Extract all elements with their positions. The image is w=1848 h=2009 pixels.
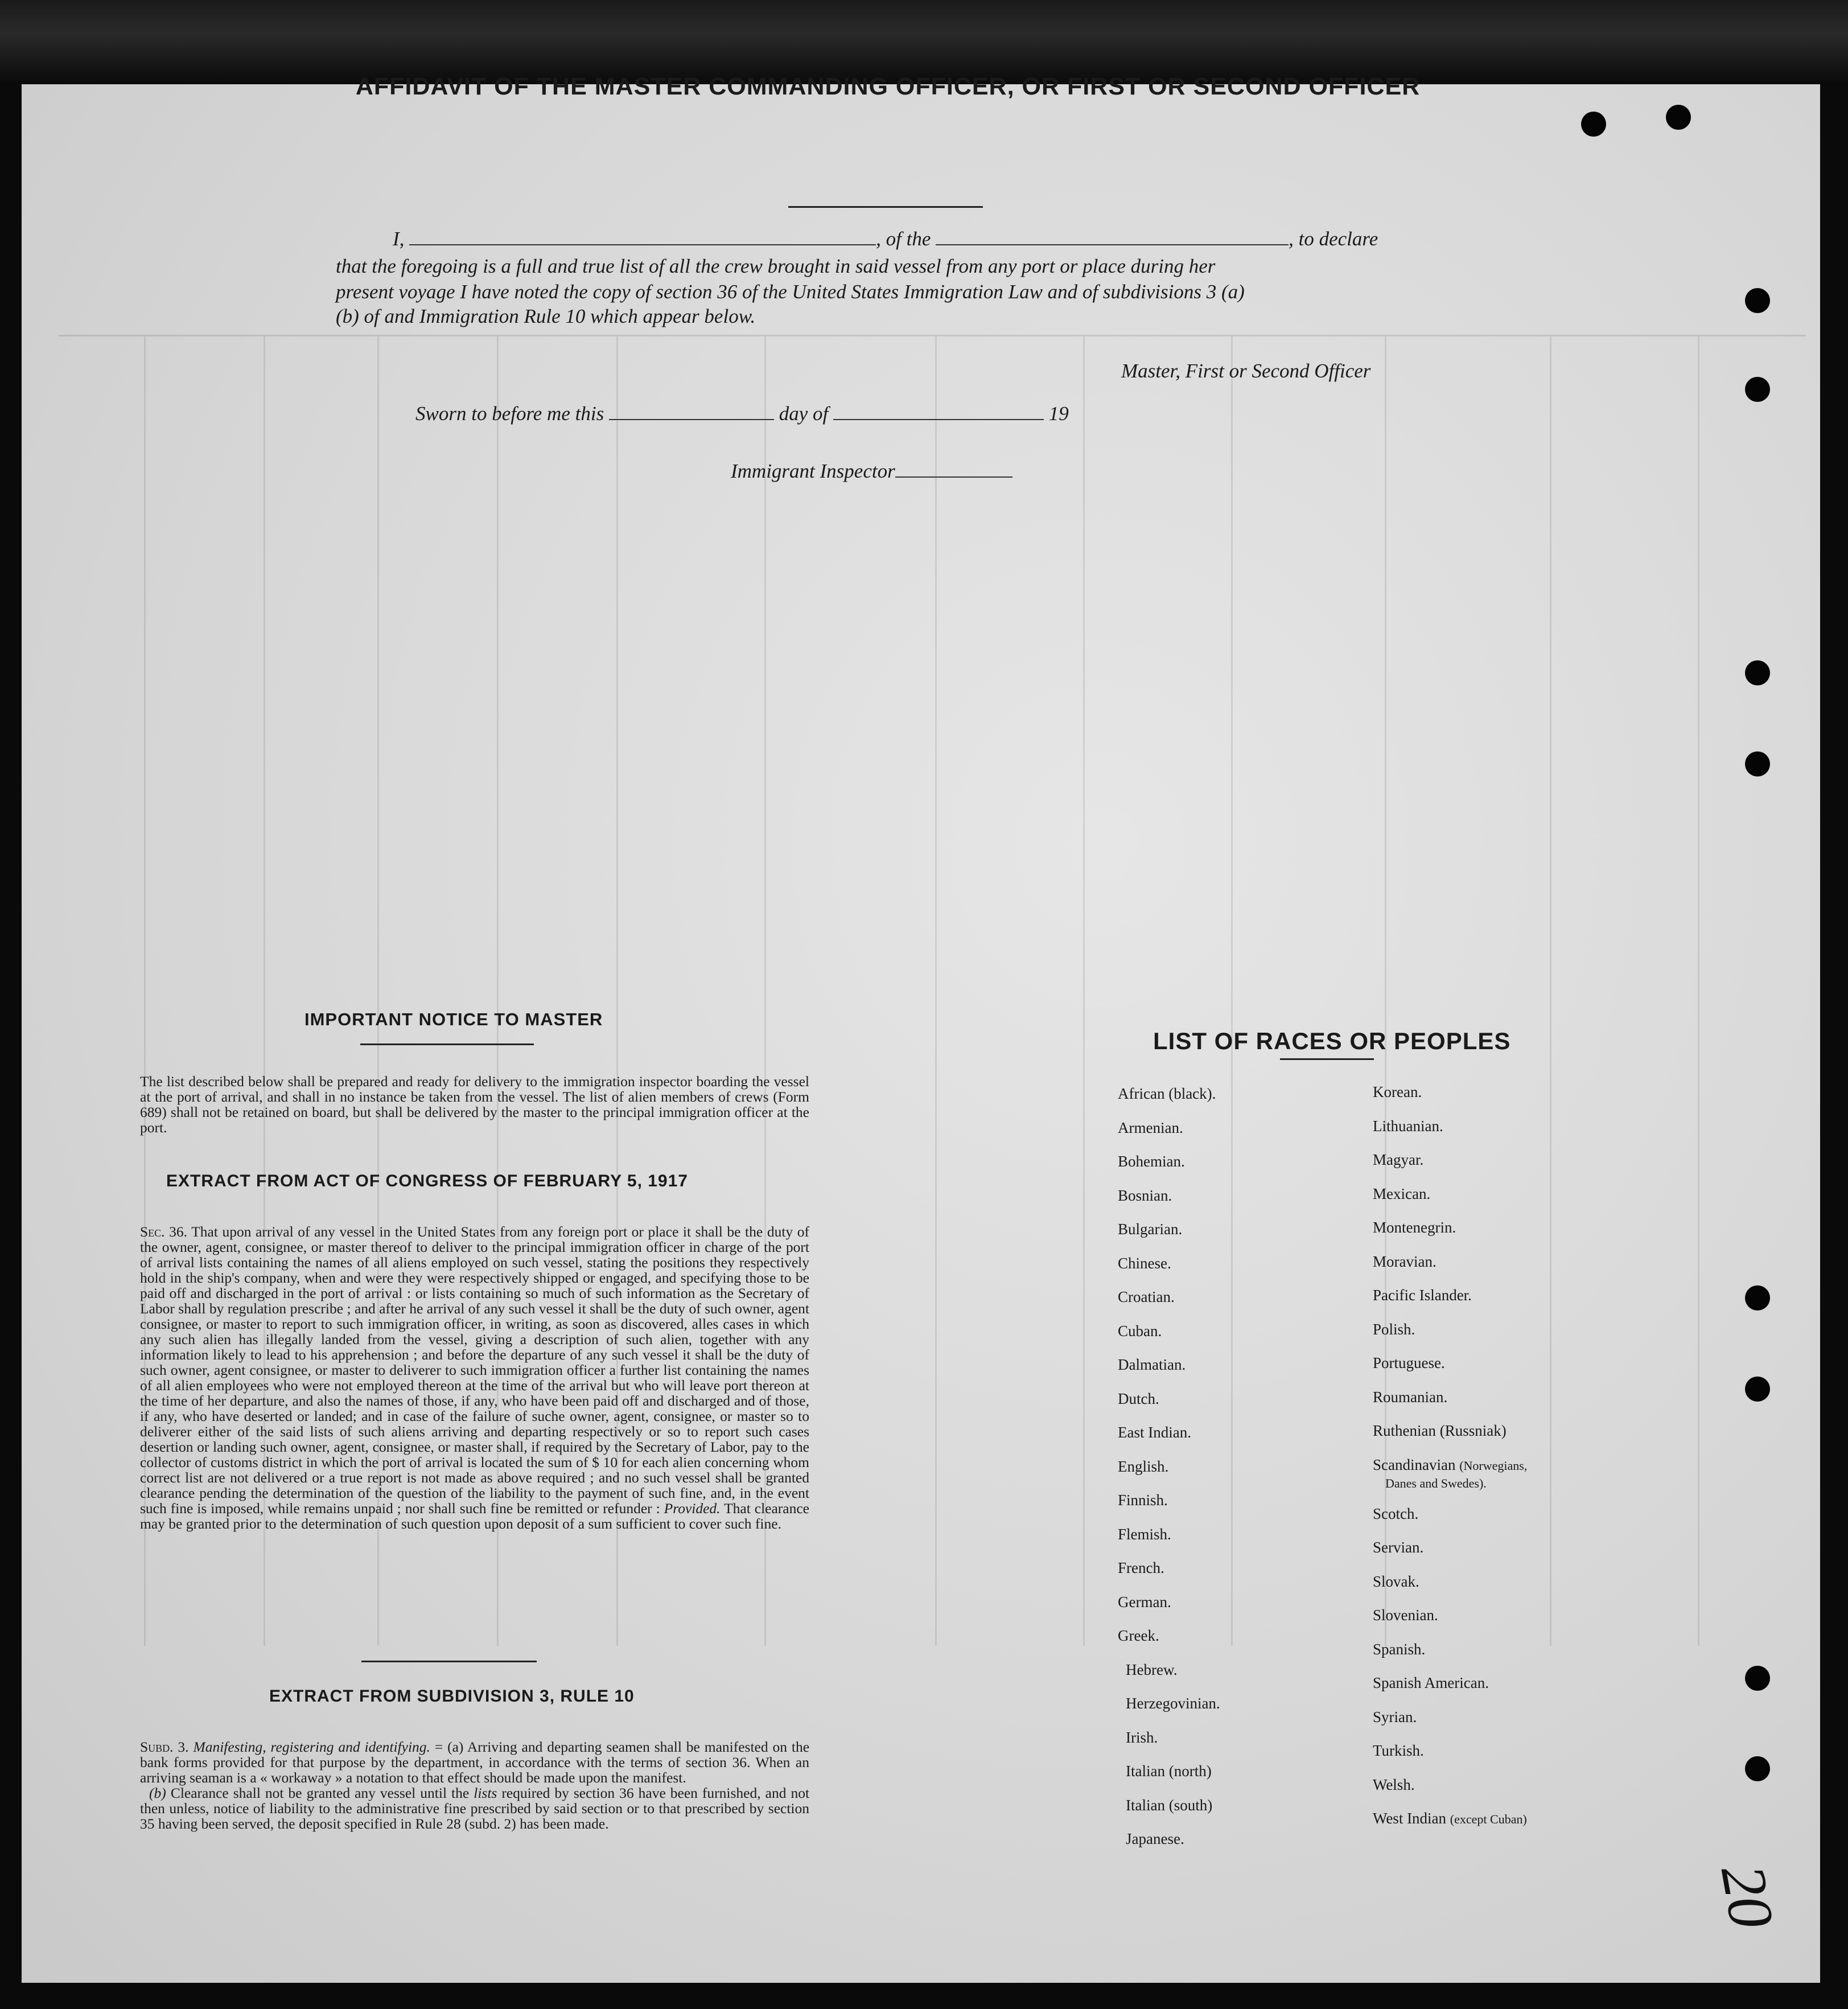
race-item: Bosnian. [1118, 1186, 1172, 1204]
race-item: Flemish. [1118, 1525, 1171, 1543]
subd-b-label: (b) [149, 1785, 166, 1801]
race-item: Magyar. [1373, 1151, 1424, 1168]
of-the-label: , of the [876, 228, 931, 250]
notice-title: IMPORTANT NOTICE TO MASTER [304, 1009, 603, 1029]
day-of-label: day of [779, 402, 829, 425]
race-item: Italian (north) [1126, 1763, 1212, 1780]
scandinavian-main: Scandinavian [1373, 1456, 1456, 1473]
race-item: Bulgarian. [1118, 1221, 1183, 1238]
act-extract-text [140, 1224, 809, 1531]
section-36-tail: That clearance may be granted prior to the determination of such question upon deposit of a sum sufficient to cover such fine. [140, 1500, 810, 1532]
name-blank[interactable] [409, 244, 876, 245]
west-indian-main: West Indian [1373, 1810, 1447, 1827]
race-item: French. [1118, 1559, 1164, 1576]
race-item: Portuguese. [1373, 1354, 1445, 1371]
punch-hole [1745, 1756, 1770, 1781]
vessel-blank[interactable] [936, 244, 1289, 245]
sworn-line [415, 402, 1069, 425]
race-item: Chinese. [1118, 1254, 1171, 1272]
rule-extract-title: EXTRACT FROM SUBDIVISION 3, RULE 10 [269, 1687, 635, 1706]
race-item: Welsh. [1373, 1776, 1415, 1793]
scandinavian-line2: Danes and Swedes). [1385, 1476, 1487, 1490]
race-item: Moravian. [1373, 1252, 1437, 1270]
west-indian-sub: (except Cuban) [1450, 1812, 1527, 1826]
race-item: Hebrew. [1126, 1661, 1178, 1678]
provided-word: Provided. [664, 1500, 721, 1517]
race-item: Pacific Islander. [1373, 1287, 1472, 1304]
race-item-scandinavian [1373, 1456, 1527, 1505]
title-underline [788, 206, 983, 208]
month-blank[interactable] [833, 419, 1044, 420]
subd-b-post: required by section 36 have been furnished, and not then unless, notice of liability to the administrative fine prescribed by said section or to that prescribed by section 35 having been served, the deposit specified in Rule 28 (subd. 2) has been made. [140, 1785, 810, 1832]
punch-hole [1581, 112, 1606, 137]
race-item: Spanish. [1373, 1640, 1426, 1658]
race-item: Bohemian. [1118, 1153, 1185, 1170]
race-item: Dutch. [1118, 1390, 1159, 1407]
race-item: Scotch. [1373, 1505, 1419, 1522]
notice-text: The list described below shall be prepared and ready for delivery to the immigration inspector boarding the vessel at the port of arrival, and shall in no instance be taken from the vessel. The list of alien members of crews (Form 689) shall not be retained on board, but shall be delivered by the master to the principal immigration officer at the port. [140, 1073, 809, 1136]
races-underline [1280, 1058, 1374, 1060]
punch-hole [1745, 660, 1770, 685]
race-item: Servian. [1373, 1539, 1424, 1556]
punch-hole [1745, 288, 1770, 313]
race-item: Japanese. [1126, 1830, 1184, 1847]
race-item: Herzegovinian. [1126, 1695, 1220, 1712]
affidavit-title: AFFIDAVIT OF THE MASTER COMMANDING OFFICER, OR FIRST OR SECOND OFFICER [355, 73, 1421, 100]
act-extract-title: EXTRACT FROM ACT OF CONGRESS OF FEBRUARY 5, 1917 [166, 1172, 688, 1190]
race-item: Roumanian. [1373, 1388, 1448, 1406]
race-item: Slovak. [1373, 1572, 1419, 1590]
punch-hole [1745, 1285, 1770, 1310]
affidavit-line-2: that the foregoing is a full and true list of all the crew brought in said vessel from any port or place during her [336, 255, 1216, 277]
race-item: English. [1118, 1457, 1169, 1475]
inspector-label: Immigrant Inspector [731, 460, 895, 482]
race-item: African (black). [1118, 1085, 1216, 1102]
race-item: Finnish. [1118, 1492, 1168, 1509]
act-divider [361, 1661, 537, 1662]
race-item: Lithuanian. [1373, 1117, 1443, 1135]
race-item: Korean. [1373, 1083, 1422, 1100]
subd-heading: Manifesting, registering and identifying. [193, 1739, 430, 1755]
race-item: Irish. [1126, 1728, 1158, 1746]
punch-hole [1745, 377, 1770, 402]
to-declare-label: , to declare [1289, 228, 1378, 250]
race-item: Ruthenian (Russniak) [1373, 1422, 1507, 1439]
punch-hole [1666, 105, 1691, 130]
subd-b-pre: Clearance shall not be granted any vessel until the [170, 1785, 470, 1801]
races-left-column [1118, 1085, 1220, 1864]
affidavit-line-4: (b) of and Immigration Rule 10 which appear below. [336, 305, 756, 327]
year-label: 19 [1048, 402, 1069, 425]
race-item: Armenian. [1118, 1119, 1183, 1136]
signature-label: Master, First or Second Officer [1121, 360, 1371, 382]
notice-underline [360, 1043, 534, 1045]
race-item: Turkish. [1373, 1742, 1424, 1759]
race-item: Cuban. [1118, 1322, 1162, 1340]
race-item: Slovenian. [1373, 1607, 1438, 1624]
punch-hole [1745, 751, 1770, 777]
race-item: Dalmatian. [1118, 1356, 1186, 1373]
sworn-label: Sworn to before me this [415, 402, 604, 425]
subd-lead: Subd. 3. [140, 1739, 189, 1755]
section-lead: Sec. 36. [140, 1223, 188, 1240]
race-item: Syrian. [1373, 1708, 1417, 1725]
inspector-blank[interactable] [895, 476, 1013, 478]
handwritten-page-number: 20 [1707, 1859, 1788, 1934]
race-item: Italian (south) [1126, 1796, 1213, 1814]
pronoun-i: I, [393, 228, 405, 250]
race-item-west-indian [1373, 1810, 1527, 1844]
race-item: Mexican. [1373, 1185, 1431, 1202]
subd-text-a: = (a) Arriving and departing seamen shall be manifested on the bank forms provided for that purpose by the department, in accordance with the terms of section 36. When an arriving seaman is a « workaway » a notation to that effect should be made upon the manifest. [140, 1739, 810, 1786]
race-item: East Indian. [1118, 1424, 1191, 1441]
scanner-top-edge [0, 0, 1848, 84]
rule-extract-text [140, 1739, 809, 1831]
races-right-column [1373, 1083, 1527, 1844]
subd-b-lists: lists [474, 1785, 497, 1801]
affidavit-line-3: present voyage I have noted the copy of section 36 of the United States Immigration Law and of subdivisions 3 (a) [336, 281, 1245, 303]
race-item: Greek. [1118, 1627, 1159, 1644]
race-item: Montenegrin. [1373, 1219, 1456, 1236]
punch-hole [1745, 1666, 1770, 1691]
races-title: LIST OF RACES OR PEOPLES [1153, 1028, 1511, 1054]
affidavit-line-1 [393, 228, 1378, 250]
race-item: Croatian. [1118, 1288, 1175, 1305]
race-item: Spanish American. [1373, 1674, 1489, 1691]
race-item: Polish. [1373, 1320, 1415, 1338]
section-36-body: That upon arrival of any vessel in the United States from any foreign port or place it shall be the duty of the owner, agent, consignee, or master thereof to deliver to the principal immigration officer in charge of the port of arrival lists containing the names of all aliens employed on such vessel, stating the positions they respectively hold in the ship's company, when and were they were respectively shipped or engaged, and specifying those to be paid off and discharged in the port of arrival : or lists containing so much of such information as the Secretary of Labor shall by regulation prescribe ; and after he arrival of any such vessel it shall be the duty of such owner, agent consignee, or master to report to such immigration officer, in writing, as soon as discovered, alles cases in which any such alien has illegally landed from the vessel, giving a description of such alien, together with any information likely to lead to his apprehension ; and before the departure of any such vessel it shall be the duty of such owner, agent consignee, or master to deliverer to such immigration officer a further list containing the names of all alien employees who were not employed thereon at the time of the arrival but who will leave port thereon at the time of her departure, and also the names of those, if any, who have been paid off and discharged and of those, if any, who have deserted or landed; and in case of the failure of suche owner, agent, consignee, or master so to deliverer either of the said lists of such aliens arriving and departing respectively or so to report such cases desertion or landing such owner, agent, consignee, or master shall, if required by the Secretary of Labor, pay to the collector of customs district in which the port of arrival is located the sum of $ 10 for each alien concerning whom correct list are not delivered or a true report is not made as above required ; and no such vessel shall be granted clearance pending the determination of the question of the liability to the payment of such fine, and, in the event such fine is imposed, while remains unpaid ; nor shall such fine be remitted or refunder : [140, 1223, 809, 1517]
inspector-line [731, 460, 1013, 483]
scandinavian-sub: (Norwegians, [1459, 1458, 1528, 1473]
punch-hole [1745, 1377, 1770, 1402]
race-item: German. [1118, 1593, 1171, 1611]
day-blank[interactable] [609, 419, 774, 420]
